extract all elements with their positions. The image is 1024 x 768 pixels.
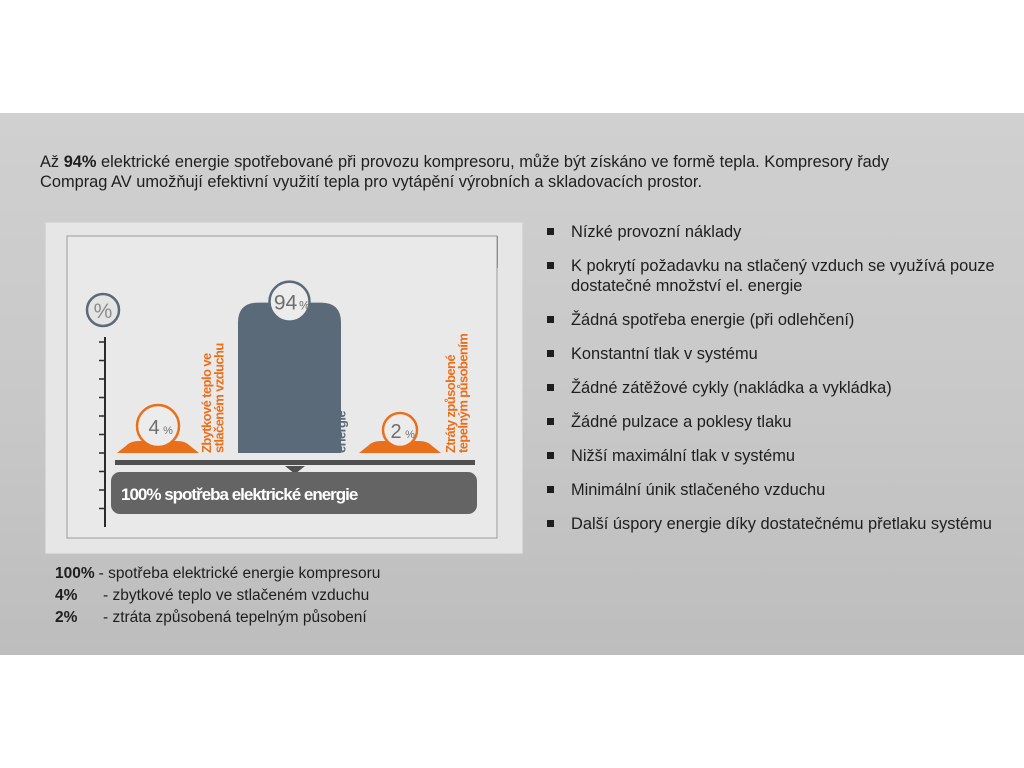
category-label: Ztráty způsobené	[443, 354, 458, 453]
baseline	[115, 460, 475, 465]
benefit-text: Žádné pulzace a poklesy tlaku	[571, 413, 792, 431]
bullet-square-icon	[547, 418, 554, 425]
intro-line2: Comprag AV umožňují efektivní využití tepla pro vytápění výrobních a skladovacích prostor.	[40, 173, 703, 191]
benefit-text: Další úspory energie díky dostatečnému přetlaku systému	[571, 515, 992, 533]
value-label: 4	[148, 417, 160, 439]
benefit-text: Žádná spotřeba energie (při odlehčení)	[571, 311, 855, 329]
bullet-square-icon	[547, 452, 554, 459]
benefit-text: Nízké provozní náklady	[571, 223, 742, 241]
benefit-text: Konstantní tlak v systému	[571, 345, 758, 363]
total-label: 100% spotřeba elektrické energie	[121, 485, 358, 504]
value-label: 2	[390, 421, 402, 443]
bullet-square-icon	[547, 262, 554, 269]
benefit-item	[547, 378, 1017, 398]
category-label: energie	[333, 410, 349, 453]
bullet-square-icon	[547, 350, 554, 357]
value-label: 94	[273, 291, 298, 315]
benefit-item	[547, 222, 1017, 242]
value-unit: %	[299, 298, 310, 313]
heat-chart	[45, 222, 521, 552]
benefit-item	[547, 446, 1017, 466]
bullet-square-icon	[547, 486, 554, 493]
intro-line1-rest: elektrické energie spotřebované při provozu kompresoru, může být získáno ve formě tepla. Kompresory řady	[96, 153, 890, 171]
bullet-square-icon	[547, 228, 554, 235]
intro-prefix: Až	[40, 153, 64, 171]
category-label: stlačeném vzduchu	[211, 343, 227, 453]
benefit-text: Žádné zátěžové cykly (nakládka a vykládka)	[571, 379, 892, 397]
category-label: Zbytkové teplo ve	[199, 353, 214, 453]
benefit-text: Minimální únik stlačeného vzduchu	[571, 481, 826, 499]
intro-text	[40, 152, 1015, 192]
benefit-item	[547, 256, 1017, 296]
legend-key: 2%	[55, 609, 78, 626]
benefit-item	[547, 514, 1017, 534]
benefit-item	[547, 344, 1017, 364]
legend-row	[55, 585, 380, 607]
value-unit: %	[163, 425, 173, 437]
legend	[55, 563, 380, 629]
benefit-item	[547, 480, 1017, 500]
legend-text: - ztráta způsobená tepelným působení	[103, 609, 367, 626]
legend-row	[55, 563, 380, 585]
value-unit: %	[405, 429, 415, 441]
category-label: tepelným působením	[455, 333, 471, 453]
bullet-square-icon	[547, 384, 554, 391]
category-label: Regenerace tepelné	[321, 340, 336, 453]
bullet-square-icon	[547, 520, 554, 527]
benefit-text: K pokrytí požadavku na stlačený vzduch se využívá pouze dostatečné množství el. energie	[571, 257, 995, 295]
intro-highlight: 94%	[63, 153, 97, 171]
benefits-list	[547, 222, 1017, 534]
legend-text: - spotřeba elektrické energie kompresoru	[98, 565, 381, 582]
category-label-group	[199, 343, 227, 453]
bullet-square-icon	[547, 316, 554, 323]
benefit-item	[547, 310, 1017, 330]
benefit-text: Nižší maximální tlak v systému	[571, 447, 796, 465]
legend-key: 100%	[55, 565, 95, 582]
legend-row	[55, 607, 380, 629]
legend-text: - zbytkové teplo ve stlačeném vzduchu	[103, 587, 370, 604]
benefit-item	[547, 412, 1017, 432]
unit-badge-label: %	[93, 300, 113, 323]
legend-key: 4%	[55, 587, 78, 604]
